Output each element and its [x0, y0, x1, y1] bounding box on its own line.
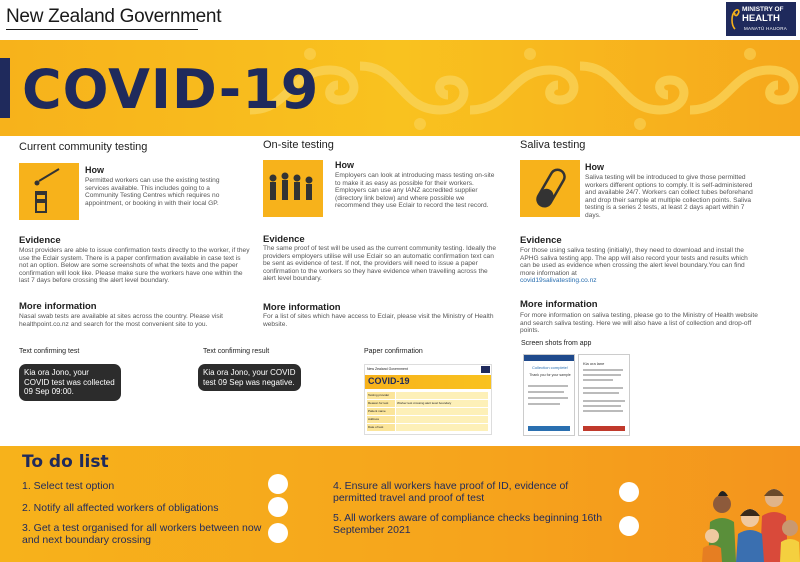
page-title: COVID-19: [22, 58, 320, 121]
sms-confirm-result: Kia ora Jono, your COVID test 09 Sep was negative.: [198, 364, 301, 391]
paper-gov-name: New Zealand Government: [367, 367, 408, 371]
ministry-of-health-logo: [726, 2, 796, 36]
onsite-testing-title: On-site testing: [263, 139, 334, 151]
sms-confirm-test: Kia ora Jono, your COVID test was collected 09 Sep 09:00.: [19, 364, 121, 401]
community-more-text: Nasal swab tests are available at sites across the country. Please visit healthpoint.co.nz and search for the most convenient site to you.: [19, 313, 224, 328]
paper-row-value: [396, 424, 488, 431]
saliva-evidence-text: For those using saliva testing (initially), they need to download and install the APHG saliva testing app. The app will also record your tests and results which can be used as evidence when crossing the alert level boundary.You can find more information at: [520, 247, 748, 277]
paper-row-label: Testing provider: [367, 392, 395, 399]
todo-item: 5. All workers aware of compliance checks beginning 16th September 2021: [333, 512, 603, 536]
todo-item: 3. Get a test organised for all workers between now and next boundary crossing: [22, 522, 262, 546]
todo-item: 1. Select test option: [22, 480, 115, 492]
paper-row-value: [396, 408, 488, 415]
paper-row-value: [396, 392, 488, 399]
saliva-more-text: For more information on saliva testing, please go to the Ministry of Health website and search saliva testing. Here we will also have a list of collection and drop-off points.: [520, 312, 758, 335]
paper-row-label: Reason for test: [367, 400, 395, 407]
workers-illustration: [700, 476, 800, 562]
saliva-testing-title: Saliva testing: [520, 139, 586, 151]
kowhaiwhai-pattern: [250, 40, 800, 136]
logo-underline: [6, 29, 198, 30]
todo-checkbox[interactable]: [619, 482, 639, 502]
paper-row-label: Date of test: [367, 424, 395, 431]
todo-checkbox[interactable]: [268, 523, 288, 543]
text-result-caption: Text confirming result: [203, 348, 270, 355]
paper-row-label: Address: [367, 416, 395, 423]
saliva-testing-link[interactable]: covid19salivatesting.co.nz: [520, 277, 597, 285]
todo-item: 2. Notify all affected workers of obligations: [22, 502, 219, 514]
nz-government-logo: New Zealand Government: [6, 6, 222, 27]
paper-row: [367, 408, 489, 415]
top-header: [0, 0, 800, 40]
paper-title: COVID-19: [368, 376, 410, 386]
moh-name: [742, 5, 784, 23]
covid-banner: [0, 40, 800, 136]
banner-accent-bar: [0, 58, 10, 118]
paper-row-value: [396, 416, 488, 423]
people-icon-box: [263, 160, 323, 217]
moh-line2: HEALTH: [742, 13, 780, 24]
community-evidence-heading: Evidence: [19, 235, 61, 246]
todo-checkbox[interactable]: [619, 516, 639, 536]
todo-title: To do list: [22, 452, 109, 472]
onsite-evidence-text: The same proof of test will be used as the current community testing. Ideally the providers employers utilise will use Eclair so an automatic confirmation text can be sent as evidence of test. If not, the providers will need to issue a paper confirmation to the workers so they have evidence when travelling across the alert level boundary.: [263, 245, 497, 283]
saliva-evidence-block: [520, 247, 760, 285]
paper-banner: [365, 375, 491, 389]
community-testing-title: Current community testing: [19, 141, 148, 153]
onsite-how-heading: How: [335, 160, 354, 170]
todo-checkbox[interactable]: [268, 474, 288, 494]
app-screenshot-2: [578, 354, 630, 436]
app-button: [583, 426, 625, 431]
paper-header: [365, 365, 491, 375]
community-more-heading: More information: [19, 301, 97, 312]
todo-panel: [0, 446, 800, 562]
app-screen1-title: Collection complete!: [531, 365, 569, 370]
tube-icon-box: [520, 160, 580, 217]
paper-row-value: Worker test crossing alert level boundary: [396, 400, 488, 407]
community-evidence-text: Most providers are able to issue confirmation texts directly to the worker, if they use the Eclair system. There is a paper confirmation available in case text is not an option. Below are some screenshots of what the texts and the paper confirmation will look like. Please make sure the workers have one within the last 7 days before crossing the alert level boundary.: [19, 247, 250, 285]
test-tube-icon: [520, 160, 580, 217]
app-screenshot-1: [523, 354, 575, 436]
onsite-more-heading: More information: [263, 302, 341, 313]
paper-row: [367, 416, 489, 423]
moh-line1: MINISTRY OF: [742, 6, 784, 13]
onsite-more-text: For a list of sites which have access to Eclair, please visit the Ministry of Health website.: [263, 313, 494, 328]
saliva-how-heading: How: [585, 162, 604, 172]
saliva-how-text: Saliva testing will be introduced to give those permitted workers different options to comply. It is self-administered and available 24/7. Workers can collect tubes beforehand and drop their sample at multiple collection points. Saliva testing is a series 2 tests, at least 2 days apart within 7 days.: [585, 174, 753, 219]
saliva-more-heading: More information: [520, 299, 598, 310]
swab-icon: [19, 163, 79, 220]
koru-icon: [729, 5, 741, 31]
paper-row: [367, 392, 489, 399]
app-header-bar: [524, 355, 574, 361]
app-button: [528, 426, 570, 431]
paper-moh-logo: [481, 366, 490, 373]
saliva-evidence-heading: Evidence: [520, 235, 562, 246]
paper-confirm-caption: Paper confirmation: [364, 348, 423, 355]
paper-confirmation-preview: [364, 364, 492, 435]
queue-people-icon: [263, 160, 323, 217]
todo-checkbox[interactable]: [268, 497, 288, 517]
community-how-text: Permitted workers can use the existing testing services available. This includes going to a Community Testing Centres which requires no appointment, or booking in with their local GP.: [85, 177, 220, 207]
todo-item: 4. Ensure all workers have proof of ID, evidence of permitted travel and proof of test: [333, 480, 569, 504]
paper-row: [367, 424, 489, 431]
onsite-how-text: Employers can look at introducing mass testing on-site to make it as easy as possible for their workers. Employers can use any IANZ accredited supplier (directory link below) and where possible we recommend they use Eclair to record the test record.: [335, 172, 495, 210]
moh-maori-name: MANATŪ HAUORA: [744, 26, 788, 31]
screenshots-caption: Screen shots from app: [521, 340, 592, 347]
app-screen2-title: Kia ora lane: [583, 361, 605, 366]
paper-row: [367, 400, 489, 407]
community-how-heading: How: [85, 165, 104, 175]
swab-icon-box: [19, 163, 79, 220]
text-confirm-caption: Text confirming test: [19, 348, 80, 355]
app-screen1-sub: Thank you for your sample: [529, 373, 571, 377]
onsite-evidence-heading: Evidence: [263, 234, 305, 245]
paper-row-label: Patient name: [367, 408, 395, 415]
